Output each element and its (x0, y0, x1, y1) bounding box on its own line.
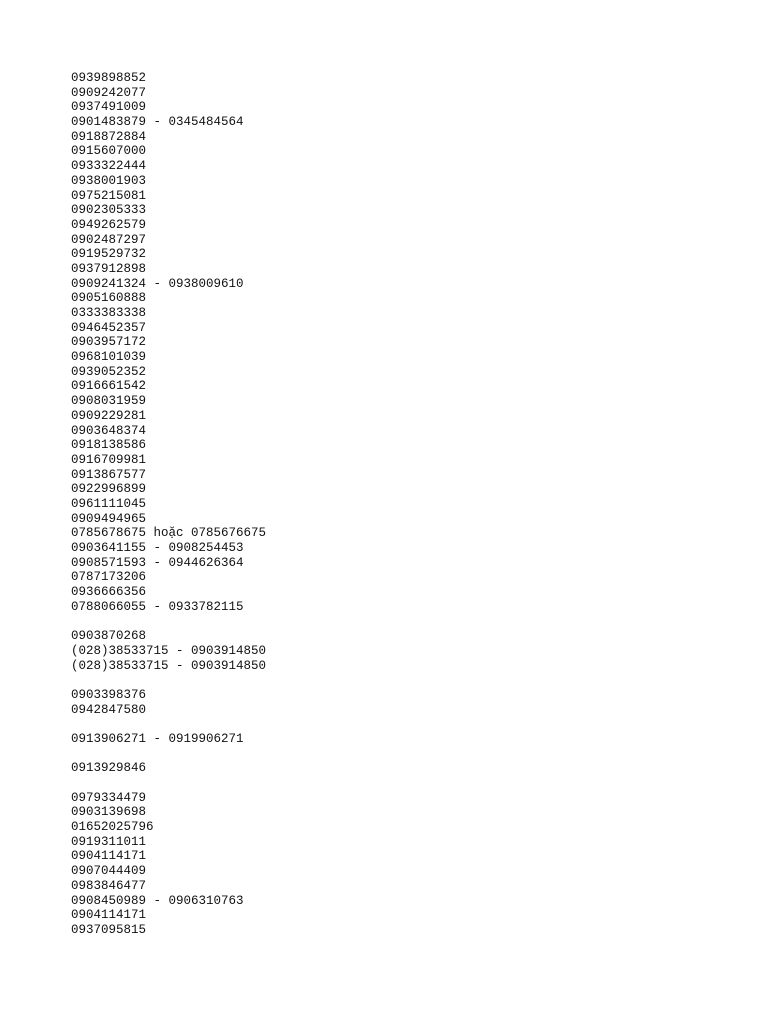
phone-line: 0938001903 (71, 173, 147, 188)
phone-line: 0903398376 (71, 687, 147, 702)
phone-line: 0937491009 (71, 100, 147, 115)
phone-line: 0909241324 - 0938009610 (71, 276, 244, 291)
phone-line: 0946452357 (71, 320, 147, 335)
phone-line: 0918138586 (71, 438, 147, 453)
phone-line: 01652025796 (71, 820, 154, 835)
phone-line: 0903648374 (71, 423, 147, 438)
phone-line: 0908031959 (71, 394, 147, 409)
phone-line: 0949262579 (71, 217, 147, 232)
phone-line: 0905160888 (71, 291, 147, 306)
phone-line: 0919529732 (71, 247, 147, 262)
phone-line: 0968101039 (71, 350, 147, 365)
phone-line: 0785678675 hoặc 0785676675 (71, 526, 267, 541)
phone-line: 0902305333 (71, 203, 147, 218)
phone-line: 0902487297 (71, 232, 147, 247)
phone-line: 0975215081 (71, 188, 147, 203)
phone-line: 0961111045 (71, 496, 147, 511)
phone-line: 0788066055 - 0933782115 (71, 599, 244, 614)
phone-line: 0937095815 (71, 922, 147, 937)
phone-line: 0907044409 (71, 864, 147, 879)
phone-line: 0916661542 (71, 379, 147, 394)
phone-line: 0933322444 (71, 159, 147, 174)
phone-line: 0903957172 (71, 335, 147, 350)
blank-line (71, 717, 728, 732)
phone-line: 0909229281 (71, 408, 147, 423)
phone-line: 0913906271 - 0919906271 (71, 731, 244, 746)
phone-line: (028)38533715 - 0903914850 (71, 658, 267, 673)
phone-line: 0333383338 (71, 306, 147, 320)
phone-line: 0903139698 (71, 805, 147, 820)
phone-line: 0908571593 - 0944626364 (71, 555, 244, 570)
phone-line: 0913867577 (71, 467, 147, 482)
document-page (71, 71, 728, 938)
phone-line: 0939898852 (71, 71, 147, 85)
phone-line: 0936666356 (71, 585, 147, 600)
phone-line: 0937912898 (71, 261, 147, 276)
phone-line: (028)38533715 - 0903914850 (71, 643, 267, 658)
phone-line: 0983846477 (71, 878, 147, 893)
phone-line: 0904114171 (71, 849, 147, 864)
blank-line (71, 673, 728, 688)
phone-line: 0979334479 (71, 790, 147, 805)
phone-line: 0916709981 (71, 452, 147, 467)
phone-line: 0787173206 (71, 570, 147, 585)
phone-line: 0903870268 (71, 629, 147, 644)
phone-line: 0922996899 (71, 482, 147, 497)
phone-line: 0918872884 (71, 129, 147, 144)
phone-line: 0909494965 (71, 511, 147, 526)
phone-line: 0909242077 (71, 85, 147, 100)
phone-line: 0919311011 (71, 834, 147, 849)
phone-line: 0913929846 (71, 761, 147, 776)
phone-line: 0903641155 - 0908254453 (71, 541, 244, 555)
phone-line: 0915607000 (71, 144, 147, 159)
phone-line: 0942847580 (71, 702, 147, 717)
phone-line: 0908450989 - 0906310763 (71, 893, 244, 908)
blank-line (71, 747, 728, 762)
phone-line: 0901483879 - 0345484564 (71, 115, 244, 130)
blank-line (71, 614, 728, 629)
blank-line (71, 776, 728, 791)
phone-line: 0904114171 (71, 908, 147, 923)
phone-line: 0939052352 (71, 364, 147, 379)
